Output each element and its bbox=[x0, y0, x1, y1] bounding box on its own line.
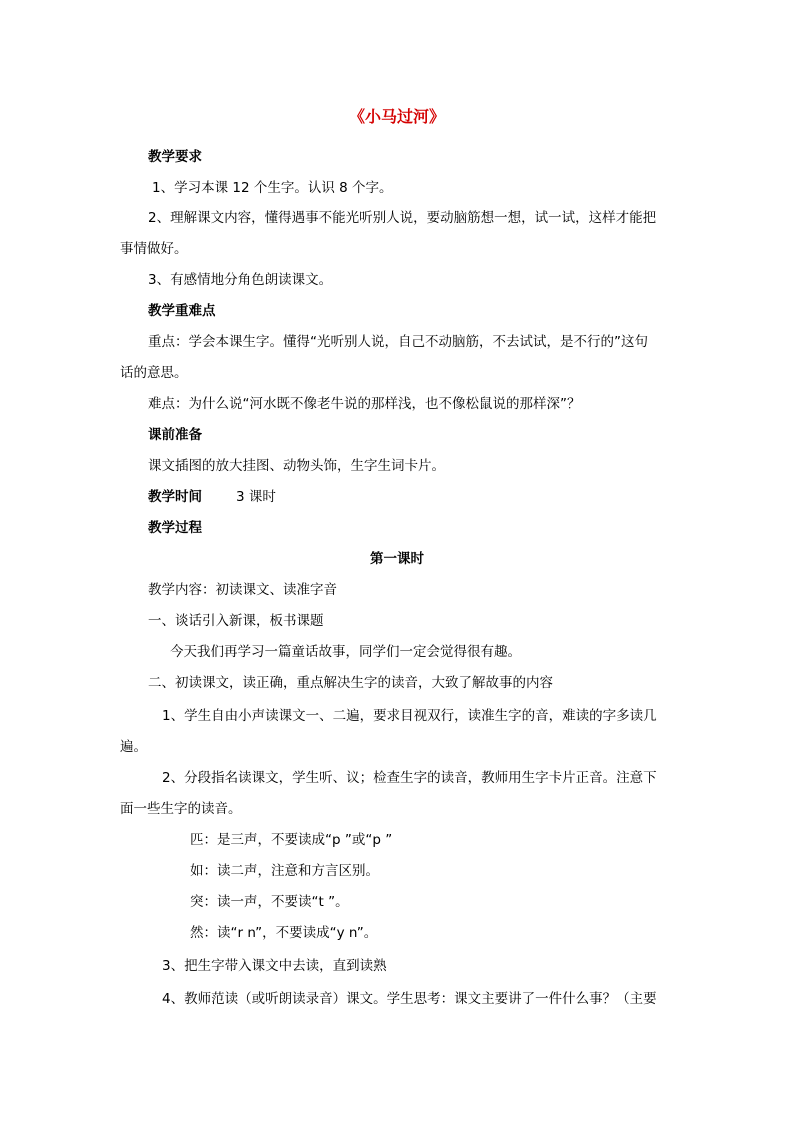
pronunciation-2: 如：读二声，注意和方言区别。 bbox=[190, 863, 379, 879]
teaching-time-value: 3 课时 bbox=[236, 489, 276, 505]
step-1: 一、谈话引入新课，板书课题 bbox=[148, 613, 324, 629]
document-title: 《小马过河》 bbox=[348, 107, 445, 126]
step-2-4: 4、教师范读（或听朗读录音）课文。学生思考：课文主要讲了一件什么事？（主要 bbox=[162, 991, 657, 1007]
step-2-1-line-1: 1、学生自由小声读课文一、二遍，要求目视双行，读准生字的音，难读的字多读几 bbox=[162, 708, 657, 724]
step-2-3: 3、把生字带入课文中去读，直到读熟 bbox=[162, 958, 387, 974]
requirement-2-line-1: 2、理解课文内容，懂得遇事不能光听别人说，要动脑筋想一想，试一试，这样才能把 bbox=[148, 210, 657, 226]
pronunciation-4: 然：读“r n”，不要读成“y n”。 bbox=[190, 925, 378, 941]
step-2-2-line-2: 面一些生字的读音。 bbox=[120, 801, 242, 817]
pronunciation-3: 突：读一声，不要读“t ”。 bbox=[190, 894, 349, 910]
step-2-2-line-1: 2、分段指名读课文，学生听、议；检查生字的读音，教师用生字卡片正音。注意下 bbox=[162, 770, 657, 786]
process-heading: 教学过程 bbox=[148, 520, 202, 536]
hard-point: 难点：为什么说“河水既不像老牛说的那样浅，也不像松鼠说的那样深”？ bbox=[148, 396, 581, 412]
difficulty-heading: 教学重难点 bbox=[148, 303, 216, 319]
lesson-heading: 第一课时 bbox=[370, 551, 424, 567]
prep-text: 课文插图的放大挂图、动物头饰，生字生词卡片。 bbox=[148, 458, 445, 474]
teaching-time-row bbox=[0, 488, 794, 506]
requirement-3: 3、有感情地分角色朗读课文。 bbox=[148, 272, 333, 288]
teaching-time-heading: 教学时间 bbox=[148, 489, 202, 505]
prep-heading: 课前准备 bbox=[148, 427, 202, 443]
lesson-content: 教学内容：初读课文、读准字音 bbox=[148, 582, 337, 598]
step-2-1-line-2: 遍。 bbox=[120, 739, 147, 755]
pronunciation-1: 匹：是三声，不要读成“p ”或“p ” bbox=[190, 832, 393, 848]
key-point-line-1: 重点：学会本课生字。懂得“光听别人说，自己不动脑筋，不去试试，是不行的”这句 bbox=[148, 334, 648, 350]
requirement-1: 1、学习本课 12 个生字。认识 8 个字。 bbox=[152, 180, 393, 196]
step-1-text: 今天我们再学习一篇童话故事，同学们一定会觉得很有趣。 bbox=[170, 644, 521, 660]
step-2: 二、初读课文，读正确，重点解决生字的读音，大致了解故事的内容 bbox=[148, 675, 553, 691]
requirement-2-line-2: 事情做好。 bbox=[120, 241, 188, 257]
requirements-heading: 教学要求 bbox=[148, 149, 202, 165]
key-point-line-2: 话的意思。 bbox=[120, 365, 188, 381]
